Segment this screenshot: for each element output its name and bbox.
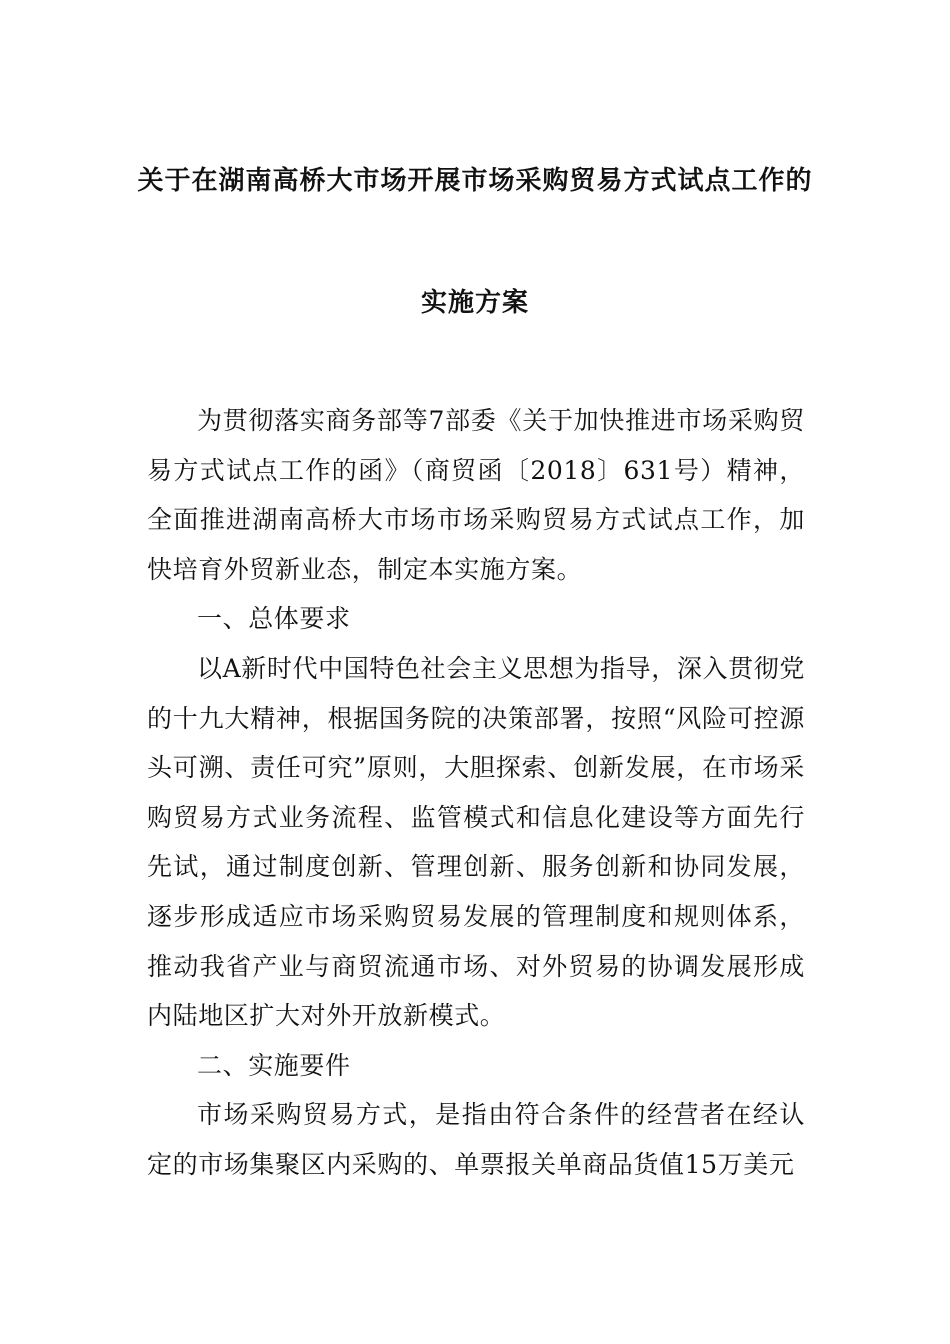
paragraph-implementation-elements: 市场采购贸易方式，是指由符合条件的经营者在经认定的市场集聚区内采购的、单票报关单商品货值15万美元 bbox=[147, 1100, 805, 1179]
paragraph-intro: 为贯彻落实商务部等7部委《关于加快推进市场采购贸易方式试点工作的函》（商贸函〔2018〕631号）精神，全面推进湖南高桥大市场市场采购贸易方式试点工作，加快培育外贸新业态，制定本实施方案。 bbox=[147, 406, 805, 584]
document-title-line-2: 实施方案 bbox=[420, 288, 529, 318]
paragraph-general-requirements: 以A新时代中国特色社会主义思想为指导，深入贯彻党的十九大精神，根据国务院的决策部署，按照“风险可控源头可溯、责任可究”原则，大胆探索、创新发展，在市场采购贸易方式业务流程、监管模式和信息化建设等方面先行先试，通过制度创新、管理创新、服务创新和协同发展，逐步形成适应市场采购贸易发展的管理制度和规则体系，推动我省产业与商贸流通市场、对外贸易的协调发展形成内陆地区扩大对外开放新模式。 bbox=[147, 653, 805, 1031]
section-heading-general-requirements: 一、总体要求 bbox=[197, 604, 351, 634]
section-heading-implementation-elements: 二、实施要件 bbox=[197, 1050, 351, 1080]
document-body bbox=[147, 396, 805, 1190]
document-title-line-1: 关于在湖南高桥大市场开展市场采购贸易方式试点工作的 bbox=[137, 166, 813, 196]
